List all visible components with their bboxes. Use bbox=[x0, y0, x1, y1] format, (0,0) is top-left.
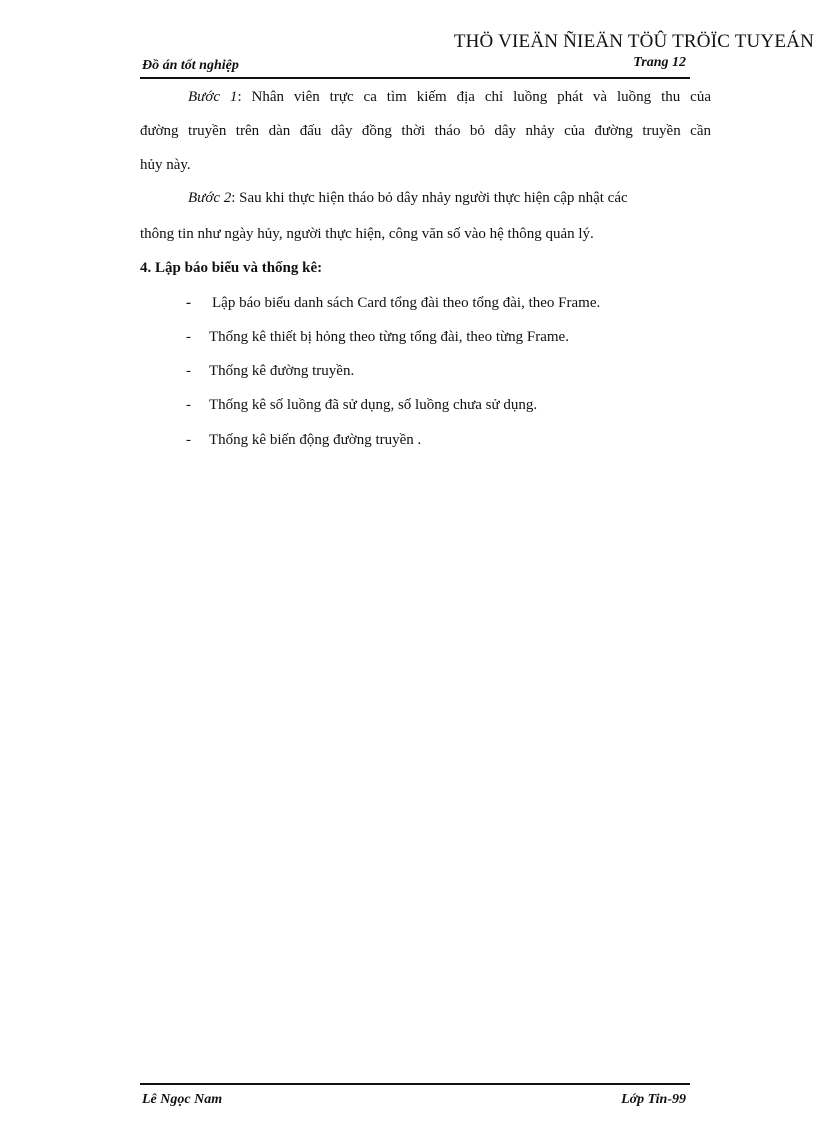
bullet-text: Thống kê thiết bị hỏng theo từng tổng đài, theo từng Frame. bbox=[209, 329, 569, 345]
bullet-text: Thống kê đường truyền. bbox=[209, 363, 355, 379]
step-2-label: Bước 2 bbox=[188, 190, 232, 206]
bullet-text: Thống kê biến động đường truyền . bbox=[209, 432, 422, 448]
page-number: Trang 12 bbox=[633, 55, 686, 70]
bullet-marker: - bbox=[186, 363, 191, 379]
step-1-line-3: hủy này. bbox=[140, 157, 191, 173]
bullet-marker: - bbox=[186, 397, 191, 413]
step-2-text: : Sau khi thực hiện tháo bỏ dây nhảy người thực hiện cập nhật các bbox=[231, 190, 628, 206]
step-2-line-1 bbox=[188, 190, 628, 207]
footer-author: Lê Ngọc Nam bbox=[142, 1092, 223, 1107]
step-2-line-2: thông tin như ngày hủy, người thực hiện, công văn số vào hệ thông quản lý. bbox=[140, 226, 594, 242]
step-1-text: : Nhân viên trực ca tìm kiếm địa chỉ luồng phát và luồng thu của bbox=[237, 89, 711, 105]
step-1-line-1 bbox=[188, 89, 711, 106]
footer-rule bbox=[140, 1083, 690, 1085]
header-title: Đồ án tốt nghiệp bbox=[142, 58, 239, 73]
bullet-marker: - bbox=[186, 432, 191, 448]
step-1-line-2: đường truyền trên dàn đấu dây đồng thời tháo bỏ dây nhảy của đường truyền cần bbox=[140, 123, 711, 139]
bullet-marker: - bbox=[186, 295, 191, 311]
bullet-text: Lập báo biểu danh sách Card tổng đài theo tổng đài, theo Frame. bbox=[212, 295, 601, 311]
footer-class: Lớp Tin-99 bbox=[621, 1092, 686, 1107]
step-1-label: Bước 1 bbox=[188, 89, 238, 105]
bullet-marker: - bbox=[186, 329, 191, 345]
bullet-text: Thống kê số luồng đã sử dụng, số luồng chưa sử dụng. bbox=[209, 397, 538, 413]
section-heading: 4. Lập báo biểu và thống kê: bbox=[140, 260, 323, 276]
header-rule bbox=[140, 77, 690, 79]
watermark-text: THÖ VIEÄN ÑIEÄN TÖÛ TRÖÏC TUYEÁN bbox=[453, 31, 814, 52]
